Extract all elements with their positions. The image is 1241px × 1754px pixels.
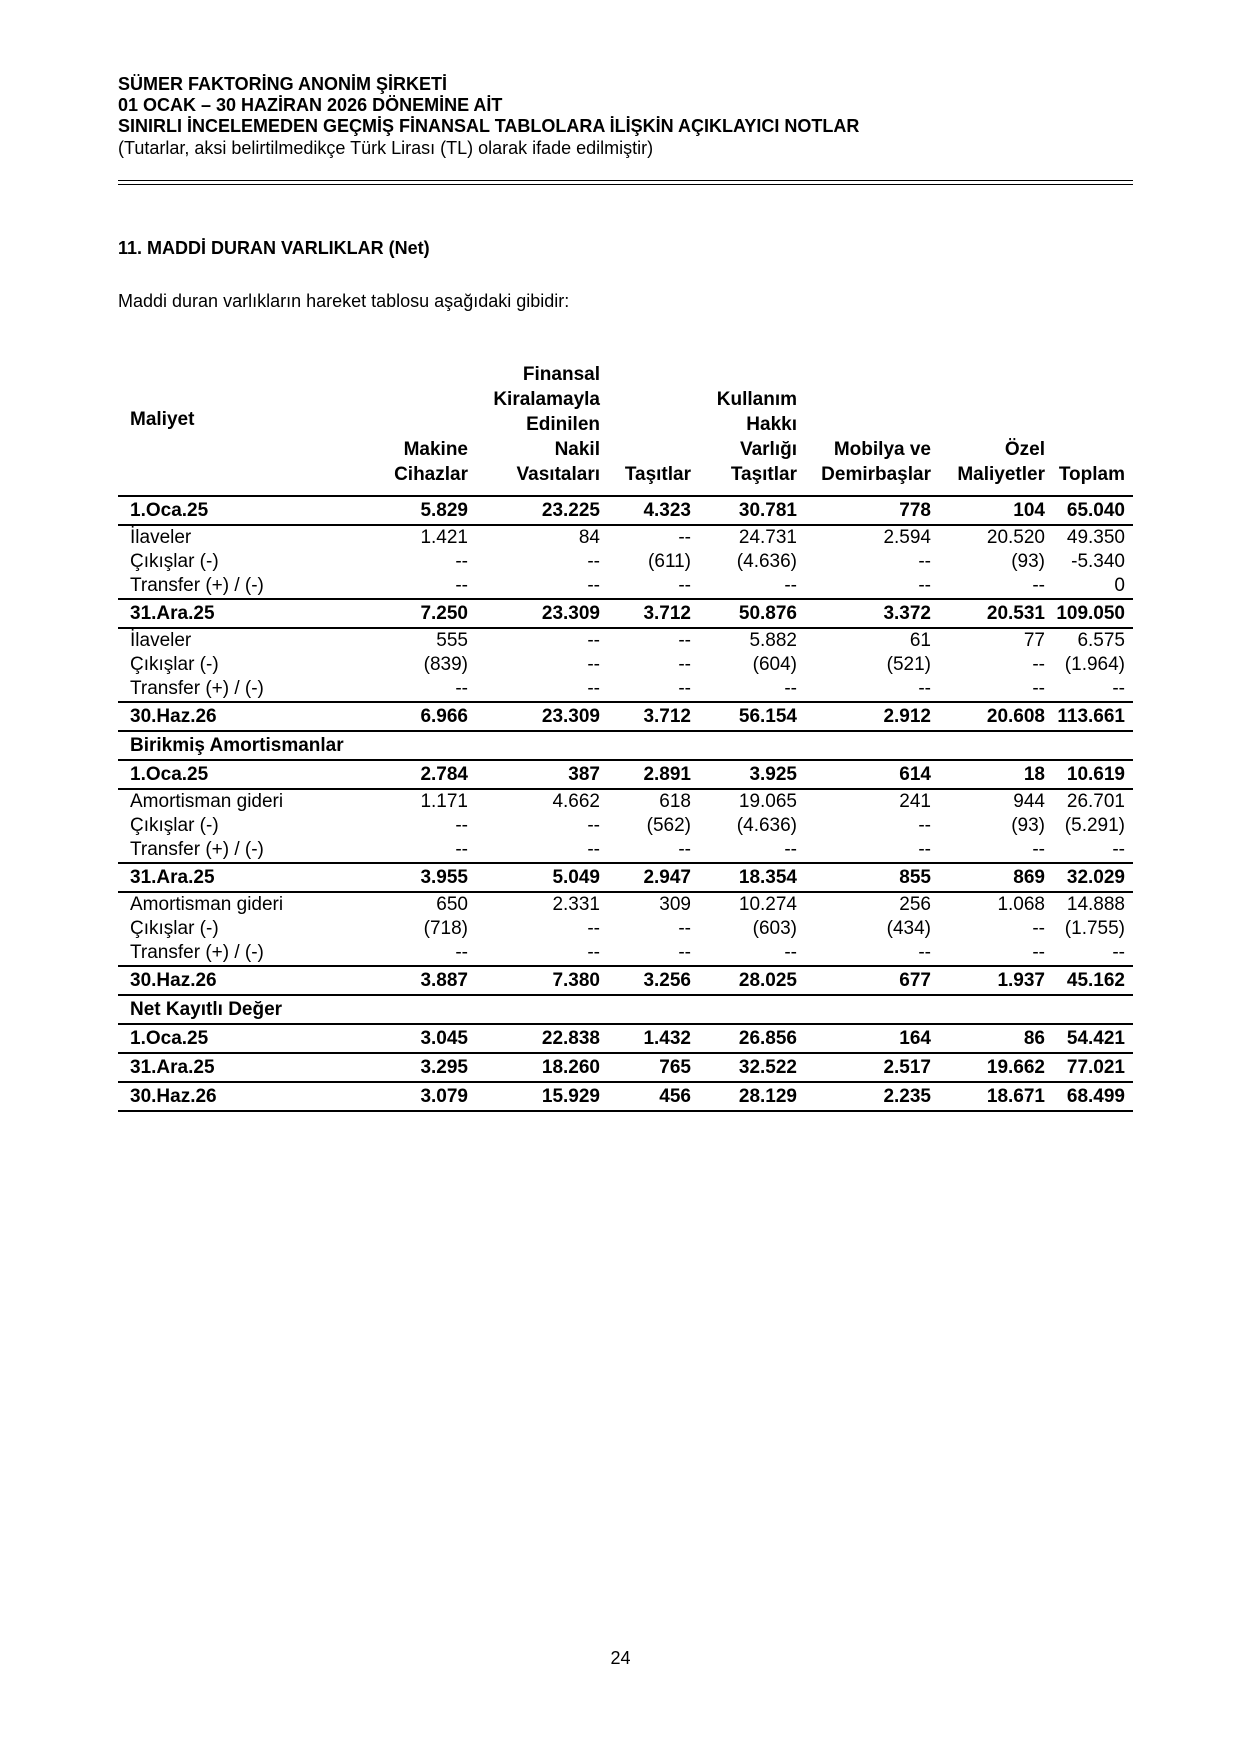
cell-value: 778 [805,496,939,525]
row-label: 1.Oca.25 [118,496,364,525]
table-row [118,1053,1133,1082]
table-row [118,917,1133,941]
cell-value: 5.829 [364,496,476,525]
table-row [118,599,1133,628]
cell-value: 32.029 [1053,863,1133,892]
cell-value: (1.755) [1064,918,1125,939]
cell-value: 54.421 [1053,1024,1133,1053]
table-row [118,941,1133,966]
cell-value: -- [1032,678,1045,699]
row-label: İlaveler [130,630,192,651]
table-row [118,966,1133,995]
cell-value: -- [1032,918,1045,939]
cell-value: (5.291) [1064,815,1125,836]
cell-value: -- [918,839,931,860]
cell-value: -- [918,815,931,836]
cell-value: 113.661 [1053,702,1133,731]
row-label: Amortisman gideri [130,791,284,812]
cell-value: 3.295 [364,1053,476,1082]
cell-value: -- [587,678,600,699]
cell-value: -- [587,918,600,939]
cell-value: 61 [909,630,931,651]
cell-value: 45.162 [1053,966,1133,995]
cell-value: 7.250 [364,599,476,628]
row-label: Çıkışlar (-) [130,654,219,675]
cell-value: 20.608 [939,702,1053,731]
row-label: 30.Haz.26 [118,702,364,731]
cell-value: 22.838 [476,1024,608,1053]
cell-value: (4.636) [736,815,797,836]
row-label: Amortisman gideri [130,894,284,915]
cell-value: -- [587,942,600,963]
cell-value: (521) [886,654,931,675]
row-label: 31.Ara.25 [118,599,364,628]
page-number: 24 [610,1648,631,1668]
cell-value: 30.781 [699,496,805,525]
cell-value: 20.520 [986,527,1045,548]
cell-value: 4.323 [608,496,699,525]
cell-value: -- [1112,678,1125,699]
company-name: SÜMER FAKTORİNG ANONİM ŞİRKETİ [118,74,448,94]
cell-value [699,731,805,760]
cell-value: (1.964) [1064,654,1125,675]
cell-value: 56.154 [699,702,805,731]
cell-value: -- [587,551,600,572]
table-row [118,863,1133,892]
cell-value [805,731,939,760]
cell-value: 241 [899,791,931,812]
cell-value [805,995,939,1024]
intro-text: Maddi duran varlıkların hareket tablosu aşağıdaki gibidir: [118,291,570,311]
cell-value: 3.712 [608,702,699,731]
cell-value: 3.045 [364,1024,476,1053]
cell-value: 456 [608,1082,699,1111]
cell-value: -- [1032,654,1045,675]
cell-value: (4.636) [736,551,797,572]
header-divider-top [118,180,1133,181]
cell-value: 18.260 [476,1053,608,1082]
table-row [118,838,1133,863]
row-label: 1.Oca.25 [118,760,364,789]
cell-value: 1.432 [608,1024,699,1053]
cell-value: 18 [939,760,1053,789]
cell-value: 944 [1013,791,1045,812]
row-label: 1.Oca.25 [118,1024,364,1053]
cell-value: 3.887 [364,966,476,995]
table-row [118,995,1133,1024]
cell-value: 10.274 [738,894,797,915]
cell-value: 6.575 [1077,630,1125,651]
cell-value [1053,731,1133,760]
cell-value: 49.350 [1066,527,1125,548]
cell-value: -- [1112,942,1125,963]
row-label: Çıkışlar (-) [130,551,219,572]
cell-value: 24.731 [738,527,797,548]
cell-value: 3.955 [364,863,476,892]
cell-value: 18.354 [699,863,805,892]
cell-value: 5.882 [749,630,797,651]
cell-value: 15.929 [476,1082,608,1111]
cell-value: 23.309 [476,599,608,628]
cell-value: (562) [646,815,691,836]
cell-value: 677 [805,966,939,995]
cell-value [699,995,805,1024]
table-row [118,760,1133,789]
cell-value: 618 [659,791,691,812]
cell-value: 77 [1023,630,1045,651]
cell-value: 5.049 [476,863,608,892]
cell-value: -- [455,942,468,963]
cell-value: 164 [805,1024,939,1053]
table-row [118,702,1133,731]
cell-value: -- [1032,942,1045,963]
row-label: Net Kayıtlı Değer [130,999,283,1020]
cell-value: (839) [423,654,468,675]
cell-value: -- [1032,839,1045,860]
cell-value: 18.671 [939,1082,1053,1111]
cell-value: -- [784,839,797,860]
cell-value: 2.784 [364,760,476,789]
cell-value: -- [678,839,691,860]
row-label: 30.Haz.26 [118,1082,364,1111]
notes-title: SINIRLI İNCELEMEDEN GEÇMİŞ FİNANSAL TABLOLARA İLİŞKİN AÇIKLAYICI NOTLAR [118,116,860,136]
cell-value: 1.171 [420,791,468,812]
cell-value: 26.701 [1066,791,1125,812]
table-row [118,677,1133,702]
cell-value: -- [1032,575,1045,596]
col-header-toplam: Toplam [1058,464,1125,485]
row-label: Transfer (+) / (-) [130,575,264,596]
table-row [118,653,1133,677]
section-title: 11. MADDİ DURAN VARLIKLAR (Net) [118,238,430,258]
col-header-ozel-maliyetler: Özel Maliyetler [957,439,1045,485]
cell-value: (604) [752,654,797,675]
cell-value: 2.947 [608,863,699,892]
currency-note: (Tutarlar, aksi belirtilmedikçe Türk Lirası (TL) olarak ifade edilmiştir) [118,138,654,158]
cell-value: -- [918,551,931,572]
cell-value: -- [678,630,691,651]
table-row [118,731,1133,760]
cell-value: 2.891 [608,760,699,789]
cell-value: 0 [1114,575,1125,596]
table-row [118,574,1133,599]
cell-value: (611) [648,551,691,572]
cell-value: 7.380 [476,966,608,995]
row-label: Transfer (+) / (-) [130,839,264,860]
row-label: Çıkışlar (-) [130,918,219,939]
cell-value [939,995,1053,1024]
cell-value: -- [784,678,797,699]
cell-value: -- [587,630,600,651]
cell-value: -- [455,839,468,860]
cell-value [476,995,608,1024]
cell-value: 1.068 [997,894,1045,915]
cell-value: 1.421 [420,527,468,548]
cell-value: 19.662 [939,1053,1053,1082]
col-header-finansal-kiralama: Finansal Kiralamayla Edinilen Nakil Vasıtaları [493,364,600,485]
cell-value: 10.619 [1053,760,1133,789]
cell-value: 19.065 [738,791,797,812]
cell-value: 309 [659,894,691,915]
row-label: 31.Ara.25 [118,1053,364,1082]
cell-value: 3.712 [608,599,699,628]
fixed-assets-table [118,362,1133,1112]
header-divider-bottom [118,184,1133,185]
col-header-mobilya: Mobilya ve Demirbaşlar [821,439,931,485]
cell-value: 26.856 [699,1024,805,1053]
cell-value: -- [587,654,600,675]
row-label: Birikmiş Amortismanlar [130,735,344,756]
cell-value: 109.050 [1053,599,1133,628]
cell-value: 3.256 [608,966,699,995]
period-line: 01 OCAK – 30 HAZİRAN 2026 DÖNEMİNE AİT [118,95,503,115]
col-header-kullanim-hakki: Kullanım Hakkı Varlığı Taşıtlar [716,389,797,485]
table-row [118,1024,1133,1053]
table-header-row [118,362,1133,496]
cell-value: 765 [608,1053,699,1082]
row-label: Transfer (+) / (-) [130,678,264,699]
col-header-maliyet: Maliyet [130,409,195,430]
cell-value: -- [587,839,600,860]
cell-value [476,731,608,760]
cell-value: 77.021 [1053,1053,1133,1082]
cell-value: 3.372 [805,599,939,628]
cell-value: 614 [805,760,939,789]
cell-value: (718) [423,918,468,939]
cell-value: 855 [805,863,939,892]
cell-value: -- [918,678,931,699]
row-label: İlaveler [130,527,192,548]
cell-value: (93) [1011,551,1045,572]
cell-value: -- [918,942,931,963]
cell-value: 86 [939,1024,1053,1053]
cell-value: 65.040 [1053,496,1133,525]
cell-value: 32.522 [699,1053,805,1082]
cell-value: -- [587,815,600,836]
cell-value: 28.025 [699,966,805,995]
document-header [118,74,1133,159]
cell-value: 20.531 [939,599,1053,628]
cell-value: 50.876 [699,599,805,628]
cell-value: 1.937 [939,966,1053,995]
cell-value: (603) [752,918,797,939]
cell-value: 23.225 [476,496,608,525]
cell-value: -- [784,575,797,596]
cell-value: 2.912 [805,702,939,731]
cell-value: 869 [939,863,1053,892]
table-row [118,892,1133,917]
row-label: Transfer (+) / (-) [130,942,264,963]
cell-value: 650 [436,894,468,915]
cell-value: 68.499 [1053,1082,1133,1111]
cell-value: 2.517 [805,1053,939,1082]
cell-value: -- [678,918,691,939]
row-label: 31.Ara.25 [118,863,364,892]
cell-value [939,731,1053,760]
cell-value: -- [1112,839,1125,860]
cell-value: -- [678,678,691,699]
cell-value: -5.340 [1071,551,1125,572]
cell-value: -- [455,551,468,572]
table-row [118,550,1133,574]
cell-value: 256 [899,894,931,915]
cell-value: 387 [476,760,608,789]
table-row [118,628,1133,653]
cell-value: (93) [1011,815,1045,836]
cell-value: -- [918,575,931,596]
cell-value [608,731,699,760]
cell-value: -- [784,942,797,963]
cell-value: 28.129 [699,1082,805,1111]
cell-value [608,995,699,1024]
cell-value: 2.594 [883,527,931,548]
cell-value: -- [455,575,468,596]
cell-value [364,731,476,760]
cell-value: 2.331 [552,894,600,915]
cell-value: -- [678,654,691,675]
table-row [118,789,1133,814]
row-label: Çıkışlar (-) [130,815,219,836]
cell-value: (434) [886,918,931,939]
col-header-tasitlar: Taşıtlar [624,464,691,485]
cell-value: 555 [436,630,468,651]
table-row [118,1082,1133,1111]
col-header-makine: Makine Cihazlar [394,439,468,485]
row-label: 30.Haz.26 [118,966,364,995]
table-row [118,814,1133,838]
cell-value: -- [678,527,691,548]
table-row [118,525,1133,550]
cell-value: 104 [939,496,1053,525]
cell-value: -- [678,942,691,963]
cell-value: 4.662 [552,791,600,812]
cell-value: 14.888 [1066,894,1125,915]
cell-value: 2.235 [805,1082,939,1111]
cell-value: -- [587,575,600,596]
cell-value [1053,995,1133,1024]
cell-value: 23.309 [476,702,608,731]
cell-value [364,995,476,1024]
cell-value: -- [678,575,691,596]
cell-value: -- [455,678,468,699]
cell-value: 3.925 [699,760,805,789]
cell-value: 3.079 [364,1082,476,1111]
table-row [118,496,1133,525]
cell-value: 84 [578,527,600,548]
cell-value: 6.966 [364,702,476,731]
cell-value: -- [455,815,468,836]
